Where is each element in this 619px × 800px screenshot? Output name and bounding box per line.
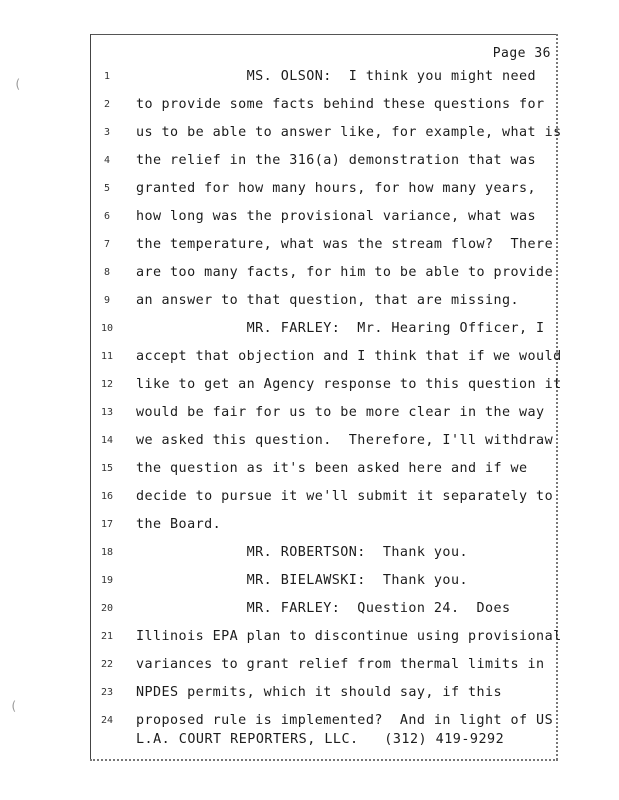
line-number: 16: [100, 491, 114, 502]
line-text: Illinois EPA plan to discontinue using provisional: [136, 629, 562, 644]
line-text: the Board.: [136, 517, 222, 532]
line-text: are too many facts, for him to be able to provide: [136, 265, 554, 280]
line-number: 15: [100, 463, 114, 474]
transcript-line: [0, 683, 619, 703]
transcript-line: [0, 347, 619, 367]
transcript-line: [0, 123, 619, 143]
transcript-line: [0, 151, 619, 171]
line-text: proposed rule is implemented? And in light of US: [136, 713, 554, 728]
line-text: accept that objection and I think that if we would: [136, 349, 562, 364]
line-text: granted for how many hours, for how many years,: [136, 181, 537, 196]
page-border-bottom: [90, 759, 558, 761]
line-number: 3: [103, 127, 111, 138]
line-text: MR. FARLEY: Question 24. Does: [136, 601, 511, 616]
transcript-line: [0, 655, 619, 675]
transcript-line: [0, 431, 619, 451]
line-number: 19: [100, 575, 114, 586]
line-number: 4: [103, 155, 111, 166]
transcript-line: [0, 291, 619, 311]
line-text: to provide some facts behind these questions for: [136, 97, 545, 112]
line-number: 21: [100, 631, 114, 642]
line-text: us to be able to answer like, for example, what is: [136, 125, 562, 140]
margin-scan-mark: (: [10, 699, 18, 713]
line-number: 20: [100, 603, 114, 614]
line-number: 5: [103, 183, 111, 194]
transcript-line: [0, 571, 619, 591]
line-number: 13: [100, 407, 114, 418]
line-text: we asked this question. Therefore, I'll withdraw: [136, 433, 554, 448]
line-text: MR. FARLEY: Mr. Hearing Officer, I: [136, 321, 545, 336]
line-number: 1: [103, 71, 111, 82]
page-border-top: [90, 34, 556, 35]
transcript-line: [0, 319, 619, 339]
transcript-line: [0, 599, 619, 619]
line-number: 12: [100, 379, 114, 390]
line-number: 9: [103, 295, 111, 306]
line-number: 6: [103, 211, 111, 222]
transcript-line: [0, 95, 619, 115]
line-text: NPDES permits, which it should say, if this: [136, 685, 503, 700]
line-text: the temperature, what was the stream flow? There: [136, 237, 554, 252]
transcript-line: [0, 207, 619, 227]
line-text: decide to pursue it we'll submit it separately to: [136, 489, 554, 504]
transcript-line: [0, 179, 619, 199]
line-number: 18: [100, 547, 114, 558]
page-number-header: Page 36: [492, 46, 551, 61]
transcript-line: [0, 235, 619, 255]
line-text: the relief in the 316(a) demonstration that was: [136, 153, 537, 168]
line-text: an answer to that question, that are missing.: [136, 293, 520, 308]
transcript-line: [0, 515, 619, 535]
line-text: variances to grant relief from thermal limits in: [136, 657, 545, 672]
line-text: MR. BIELAWSKI: Thank you.: [136, 573, 468, 588]
line-number: 7: [103, 239, 111, 250]
line-number: 10: [100, 323, 114, 334]
line-text: like to get an Agency response to this question it: [136, 377, 562, 392]
line-number: 17: [100, 519, 114, 530]
line-number: 11: [100, 351, 114, 362]
court-reporter-footer: L.A. COURT REPORTERS, LLC. (312) 419-9292: [136, 732, 505, 747]
transcript-line: [0, 627, 619, 647]
line-number: 24: [100, 715, 114, 726]
line-number: 2: [103, 99, 111, 110]
line-text: the question as it's been asked here and if we: [136, 461, 528, 476]
transcript-line: [0, 487, 619, 507]
line-number: 14: [100, 435, 114, 446]
line-number: 23: [100, 687, 114, 698]
transcript-line: [0, 543, 619, 563]
line-number: 22: [100, 659, 114, 670]
line-number: 8: [103, 267, 111, 278]
transcript-line: [0, 263, 619, 283]
transcript-line: [0, 67, 619, 87]
line-text: how long was the provisional variance, what was: [136, 209, 537, 224]
line-text: MS. OLSON: I think you might need: [136, 69, 537, 84]
transcript-line: [0, 459, 619, 479]
transcript-line: [0, 375, 619, 395]
line-text: MR. ROBERTSON: Thank you.: [136, 545, 468, 560]
line-text: would be fair for us to be more clear in the way: [136, 405, 545, 420]
transcript-line: [0, 711, 619, 731]
transcript-line: [0, 403, 619, 423]
margin-scan-mark: (: [14, 77, 22, 91]
